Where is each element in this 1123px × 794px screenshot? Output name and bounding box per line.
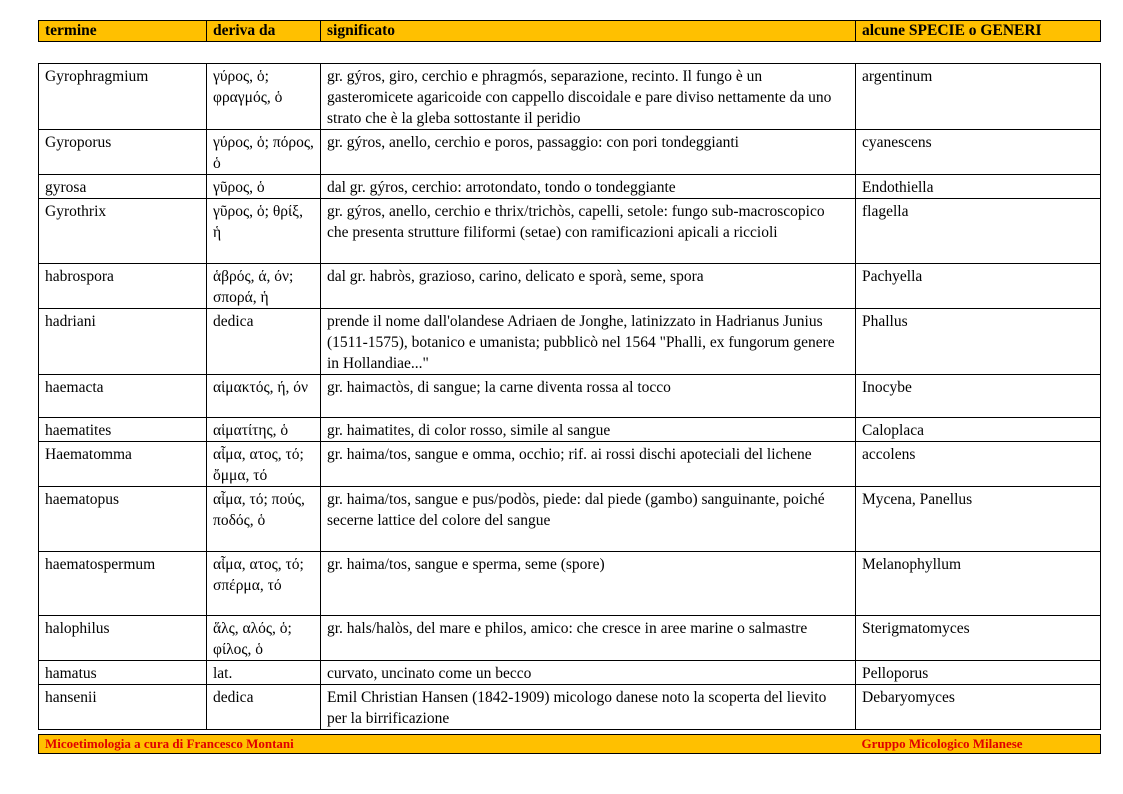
meaning-cell: dal gr. habròs, grazioso, carino, delicato e sporà, seme, spora [321,264,856,309]
header-origin: deriva da [207,21,321,42]
header-row [39,21,1101,42]
species-cell: Pachyella [856,264,1101,309]
meaning-cell: gr. haima/tos, sangue e pus/podòs, piede: dal piede (gambo) sanguinante, poiché secerne lattice del colore del sangue [321,487,856,552]
table-row [39,487,1101,552]
term-cell: Gyrothrix [39,199,207,264]
species-cell: Pelloporus [856,661,1101,685]
table-row [39,661,1101,685]
species-cell: Caloplaca [856,418,1101,442]
species-cell: Phallus [856,309,1101,375]
species-cell: Melanophyllum [856,552,1101,616]
origin-cell: αἷμα, τό; πούς, ποδός, ὁ [207,487,321,552]
term-cell: hamatus [39,661,207,685]
origin-cell: γῦρος, ὁ [207,175,321,199]
footer-bar [38,734,1101,754]
header-term: termine [39,21,207,42]
footer-organization: Gruppo Micologico Milanese [856,735,1101,754]
meaning-cell: Emil Christian Hansen (1842-1909) micologo danese noto la scoperta del lievito per la birrificazione [321,685,856,730]
table-row [39,175,1101,199]
term-cell: Haematomma [39,442,207,487]
species-cell: Sterigmatomyces [856,616,1101,661]
origin-cell: lat. [207,661,321,685]
origin-cell: αἷμα, ατος, τό; σπέρμα, τό [207,552,321,616]
species-cell: Endothiella [856,175,1101,199]
table-row [39,442,1101,487]
origin-cell: dedica [207,685,321,730]
meaning-cell: gr. haima/tos, sangue e omma, occhio; rif. ai rossi dischi apoteciali del lichene [321,442,856,487]
meaning-cell: prende il nome dall'olandese Adriaen de Jonghe, latinizzato in Hadrianus Junius (1511-1575), botanico e umanista; pubblicò nel 1564 "Phalli, ex fungorum genere in Hollandiae..." [321,309,856,375]
meaning-cell: gr. gýros, anello, cerchio e thrix/trichòs, capelli, setole: fungo sub-macroscopico che presenta strutture filiformi (setae) con ramificazioni apicali a riccioli [321,199,856,264]
species-cell: Mycena, Panellus [856,487,1101,552]
origin-cell: γῦρος, ὁ; θρίξ, ἡ [207,199,321,264]
origin-cell: γύρος, ὁ; φραγμός, ὁ [207,64,321,130]
term-cell: hadriani [39,309,207,375]
table-row [39,418,1101,442]
term-cell: haemacta [39,375,207,418]
species-cell: flagella [856,199,1101,264]
meaning-cell: curvato, uncinato come un becco [321,661,856,685]
term-cell: habrospora [39,264,207,309]
header-species: alcune SPECIE o GENERI [856,21,1101,42]
origin-cell: αἱμακτός, ή, όν [207,375,321,418]
table-row [39,552,1101,616]
term-cell: haematopus [39,487,207,552]
term-cell: Gyrophragmium [39,64,207,130]
species-cell: accolens [856,442,1101,487]
table-row [39,264,1101,309]
species-cell: Debaryomyces [856,685,1101,730]
footer-row [39,735,1101,754]
footer-credit: Micoetimologia a cura di Francesco Montani [39,735,856,754]
table-row [39,309,1101,375]
meaning-cell: dal gr. gýros, cerchio: arrotondato, tondo o tondeggiante [321,175,856,199]
table-row [39,199,1101,264]
meaning-cell: gr. gýros, anello, cerchio e poros, passaggio: con pori tondeggianti [321,130,856,175]
term-cell: Gyroporus [39,130,207,175]
meaning-cell: gr. haimatites, di color rosso, simile al sangue [321,418,856,442]
table-row [39,130,1101,175]
etymology-table [38,63,1101,730]
term-cell: haematites [39,418,207,442]
origin-cell: γύρος, ὁ; πόρος, ὁ [207,130,321,175]
header-table [38,20,1101,42]
species-cell: cyanescens [856,130,1101,175]
origin-cell: dedica [207,309,321,375]
term-cell: hansenii [39,685,207,730]
table-row [39,64,1101,130]
header-meaning: significato [321,21,856,42]
origin-cell: ἁβρός, ά, όν; σπορά, ἡ [207,264,321,309]
table-row [39,685,1101,730]
species-cell: Inocybe [856,375,1101,418]
meaning-cell: gr. gýros, giro, cerchio e phragmós, separazione, recinto. Il fungo è un gasteromicete agaricoide con cappello discoidale e pare diviso nettamente da uno strato che è la gleba sottostante il peridio [321,64,856,130]
term-cell: haematospermum [39,552,207,616]
origin-cell: αἱματίτης, ὁ [207,418,321,442]
origin-cell: ἅλς, αλός, ὁ; φίλος, ὁ [207,616,321,661]
term-cell: gyrosa [39,175,207,199]
term-cell: halophilus [39,616,207,661]
species-cell: argentinum [856,64,1101,130]
meaning-cell: gr. haimactòs, di sangue; la carne diventa rossa al tocco [321,375,856,418]
table-row [39,375,1101,418]
origin-cell: αἷμα, ατος, τό; ὄμμα, τό [207,442,321,487]
meaning-cell: gr. hals/halòs, del mare e philos, amico: che cresce in aree marine o salmastre [321,616,856,661]
meaning-cell: gr. haima/tos, sangue e sperma, seme (spore) [321,552,856,616]
table-row [39,616,1101,661]
